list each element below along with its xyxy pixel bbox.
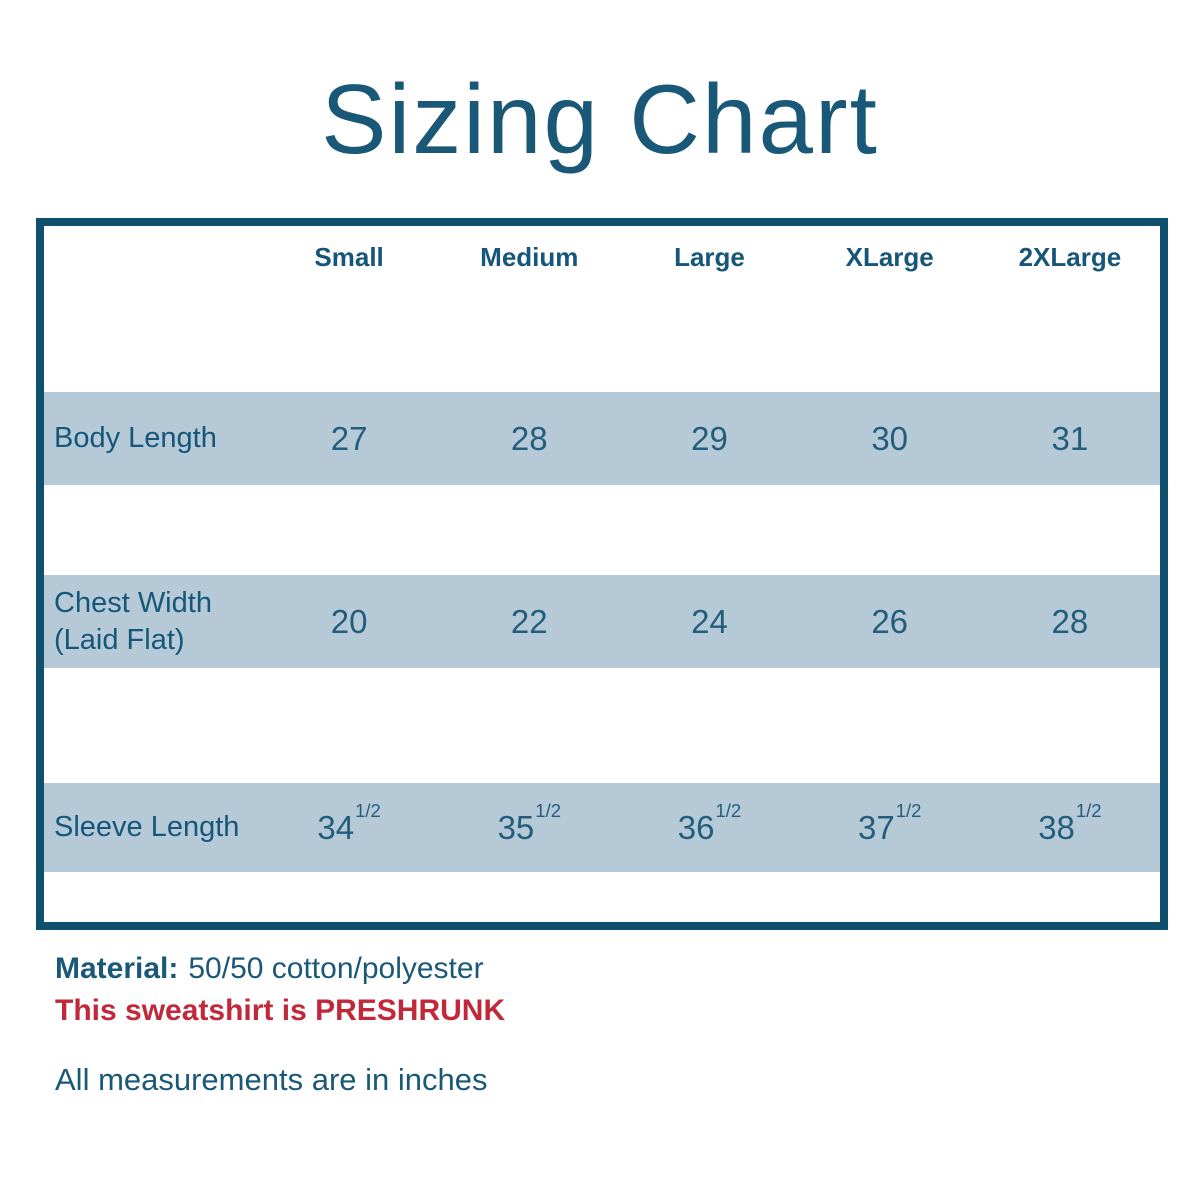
row-spacer xyxy=(44,485,1160,575)
table-row-sleeve-length xyxy=(44,783,1160,872)
column-header-2xlarge: 2XLarge xyxy=(1018,242,1122,272)
cell-sleeve-length-2xlarge xyxy=(980,799,1160,847)
cell-body-length-medium: 28 xyxy=(510,419,548,457)
sleeve-fraction: 1/2 xyxy=(355,799,381,821)
column-header-large: Large xyxy=(674,242,745,272)
cell-body-length-large: 29 xyxy=(691,419,728,457)
cell-chest-width-2xlarge: 28 xyxy=(1051,602,1089,640)
sleeve-value: 35 xyxy=(497,808,535,846)
cell-body-length-2xlarge: 31 xyxy=(1051,419,1089,457)
column-header-xlarge: XLarge xyxy=(845,242,934,272)
sleeve-fraction: 1/2 xyxy=(535,799,561,821)
sleeve-value: 38 xyxy=(1038,808,1075,846)
column-header-small: Small xyxy=(314,242,384,272)
row-label-line1: Chest Width xyxy=(54,587,212,620)
material-label: Material: xyxy=(55,952,179,985)
material-note xyxy=(55,952,484,986)
cell-chest-width-small: 20 xyxy=(330,602,368,640)
cell-sleeve-length-medium xyxy=(439,799,619,847)
row-label-chest-width xyxy=(44,585,259,658)
row-label-line2: (Laid Flat) xyxy=(54,623,185,656)
measurements-note: All measurements are in inches xyxy=(55,1062,488,1097)
cell-body-length-small: 27 xyxy=(330,419,368,457)
row-spacer xyxy=(44,668,1160,783)
table-header-row xyxy=(44,226,1160,392)
sizing-table xyxy=(36,218,1168,930)
table-row-body-length xyxy=(44,392,1160,485)
table-row-chest-width xyxy=(44,575,1160,668)
cell-sleeve-length-xlarge xyxy=(800,799,980,847)
cell-chest-width-large: 24 xyxy=(691,602,728,640)
row-label-body-length: Body Length xyxy=(54,422,217,455)
sleeve-value: 36 xyxy=(677,808,715,846)
sleeve-value: 37 xyxy=(857,808,895,846)
sleeve-fraction: 1/2 xyxy=(715,799,742,821)
material-value: 50/50 cotton/polyester xyxy=(188,952,484,985)
column-header-medium: Medium xyxy=(480,242,579,272)
cell-sleeve-length-large xyxy=(619,799,799,847)
sleeve-fraction: 1/2 xyxy=(1075,799,1102,821)
cell-chest-width-xlarge: 26 xyxy=(871,602,909,640)
row-label-sleeve-length: Sleeve Length xyxy=(54,811,240,844)
sleeve-value: 34 xyxy=(317,808,355,846)
preshrunk-note: This sweatshirt is PRESHRUNK xyxy=(55,994,506,1027)
cell-sleeve-length-small xyxy=(259,799,439,847)
cell-body-length-xlarge: 30 xyxy=(871,419,909,457)
page-title: Sizing Chart xyxy=(321,64,879,174)
cell-chest-width-medium: 22 xyxy=(510,602,548,640)
sleeve-fraction: 1/2 xyxy=(895,799,922,821)
